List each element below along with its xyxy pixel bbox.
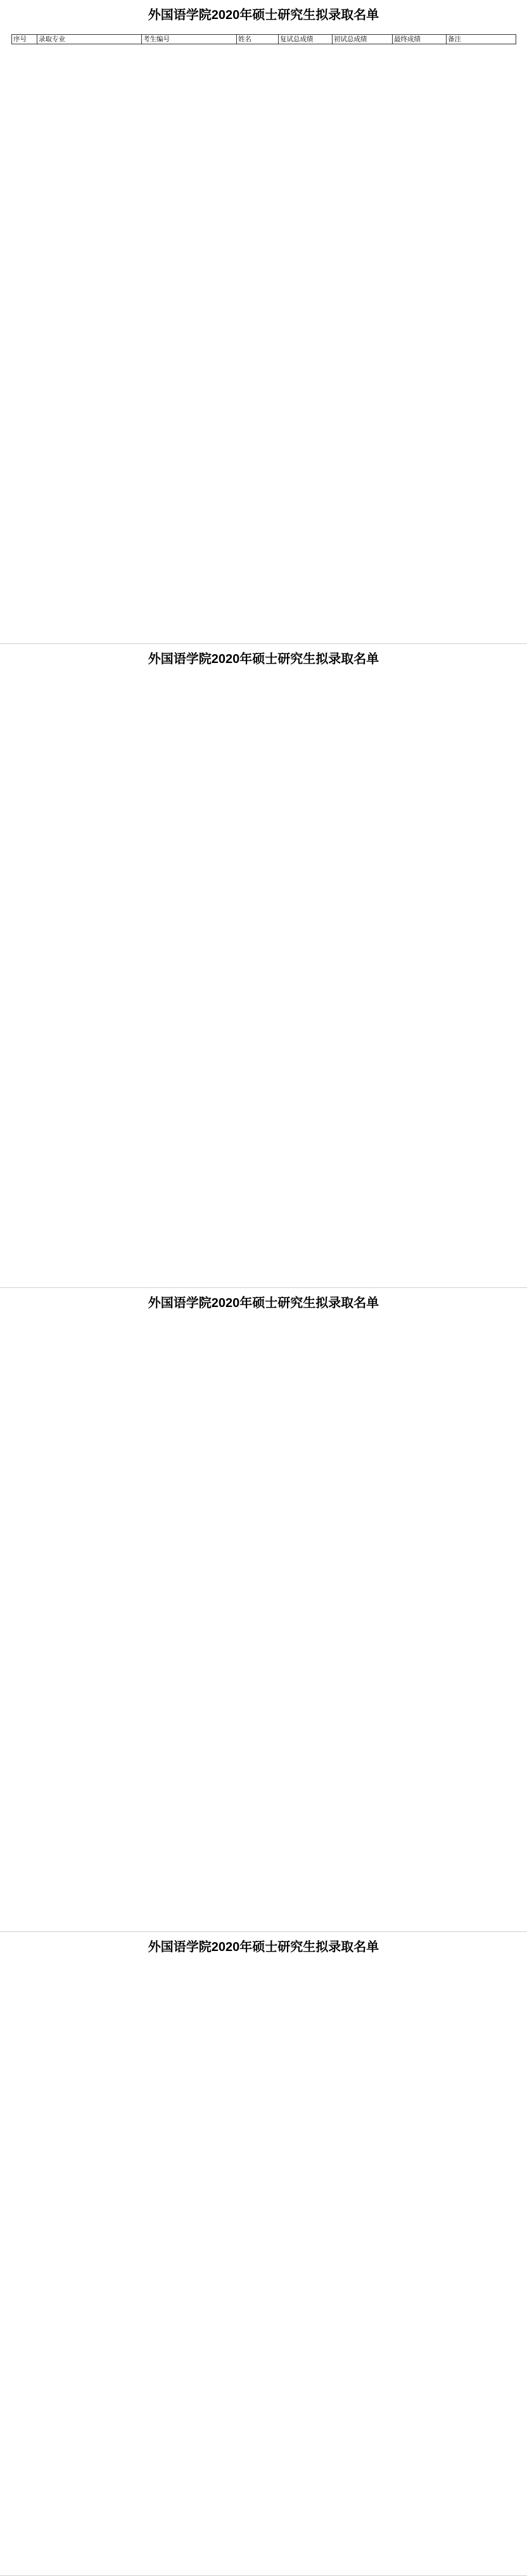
- page-title: 外国语学院2020年硕士研究生拟录取名单: [148, 1940, 379, 1954]
- page-4: [0, 1932, 527, 2576]
- header-name: 姓名: [237, 35, 279, 44]
- header-final-score: 最终成绩: [393, 35, 447, 44]
- page-3: [0, 1288, 527, 1932]
- page-title: 外国语学院2020年硕士研究生拟录取名单: [148, 8, 379, 22]
- header-seq: 序号: [12, 35, 37, 44]
- page-title: 外国语学院2020年硕士研究生拟录取名单: [148, 652, 379, 666]
- header-note: 备注: [447, 35, 516, 44]
- table-header-row: [12, 35, 516, 44]
- page-2: [0, 644, 527, 1288]
- header-retest-score: 复试总成绩: [279, 35, 333, 44]
- page-1: [0, 0, 527, 644]
- header-initial-score: 初试总成绩: [333, 35, 393, 44]
- header-major: 录取专业: [37, 35, 142, 44]
- admission-table: [11, 34, 516, 44]
- page-title: 外国语学院2020年硕士研究生拟录取名单: [148, 1296, 379, 1310]
- header-exam-id: 考生编号: [142, 35, 237, 44]
